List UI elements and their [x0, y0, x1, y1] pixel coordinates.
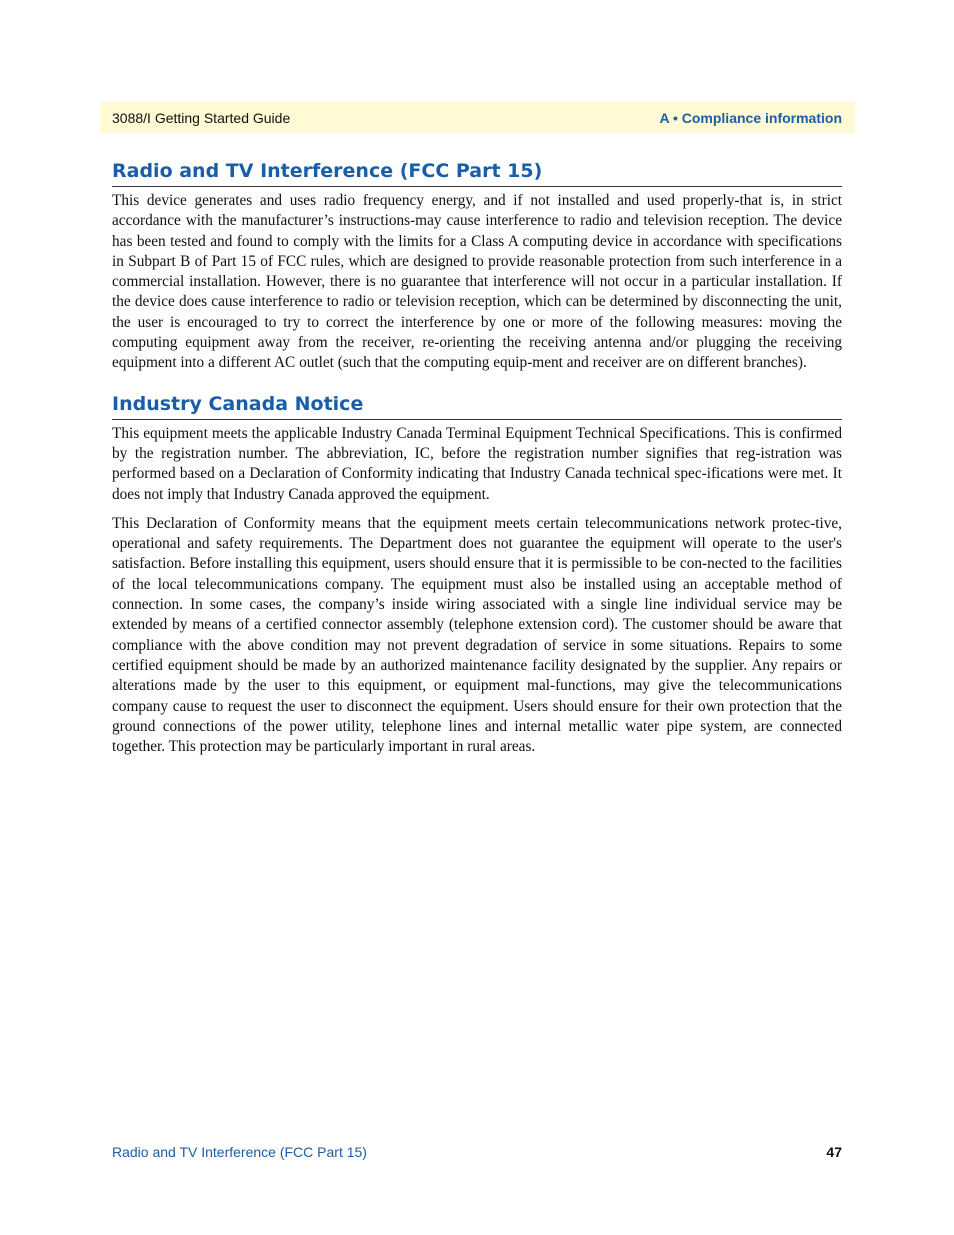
chapter-title: A • Compliance information: [659, 109, 842, 126]
section-heading: Industry Canada Notice: [112, 393, 842, 420]
section-industry-canada: [112, 393, 842, 758]
running-header: [100, 102, 855, 133]
guide-title: 3088/I Getting Started Guide: [112, 109, 291, 126]
section-fcc: [112, 160, 842, 374]
page-content: [112, 160, 842, 757]
body-paragraph: This device generates and uses radio frequency energy, and if not installed and used properly-that is, in strict accordance with the manufacturer’s instructions-may cause interference to radio and television reception. The device has been tested and found to comply with the limits for a Class A computing device in accordance with specifications in Subpart B of Part 15 of FCC rules, which are designed to provide reasonable protection from such interference in a commercial installation. However, there is no guarantee that interference will not occur in a particular installation. If the device does cause interference to radio or television reception, which can be determined by disconnecting the unit, the user is encouraged to try to correct the interference by one or more of the following measures: moving the computing equipment away from the receiver, re-orienting the receiving antenna and/or plugging the receiving equipment into a different AC outlet (such that the computing equip-ment and receiver are on different branches).: [112, 192, 842, 372]
page-number: 47: [826, 1144, 842, 1160]
section-heading: Radio and TV Interference (FCC Part 15): [112, 160, 842, 187]
footer-section-title: Radio and TV Interference (FCC Part 15): [112, 1144, 367, 1160]
body-paragraph: This equipment meets the applicable Industry Canada Terminal Equipment Technical Specifications. This is confirmed by the registration number. The abbreviation, IC, before the registration number signifies that reg-istration was performed based on a Declaration of Conformity indicating that Industry Canada technical spec-ifications were met. It does not imply that Industry Canada approved the equipment.: [112, 424, 842, 503]
body-paragraph: This Declaration of Conformity means that the equipment meets certain telecommunications network protec-tive, operational and safety requirements. The Department does not guarantee the equipment will operate to the user's satisfaction. Before installing this equipment, users should ensure that it is permissible to be con-nected to the facilities of the local telecommunications company. The equipment must also be installed using an acceptable method of connection. In some cases, the company’s inside wiring associated with a single line individual service may be extended by means of a certified connector assembly (telephone extension cord). The customer should be aware that compliance with the above condition may not prevent degradation of service in some situations. Repairs to some certified equipment should be made by an authorized maintenance facility designated by the supplier. Any repairs or alterations made by the user to this equipment, or equipment mal-functions, may give the telecommunications company cause to request the user to disconnect the equipment. Users should ensure for their own protection that the ground connections of the power utility, telephone lines and internal metallic water pipe system, are connected together. This protection may be particularly important in rural areas.: [112, 514, 842, 756]
running-footer: [112, 1144, 842, 1160]
